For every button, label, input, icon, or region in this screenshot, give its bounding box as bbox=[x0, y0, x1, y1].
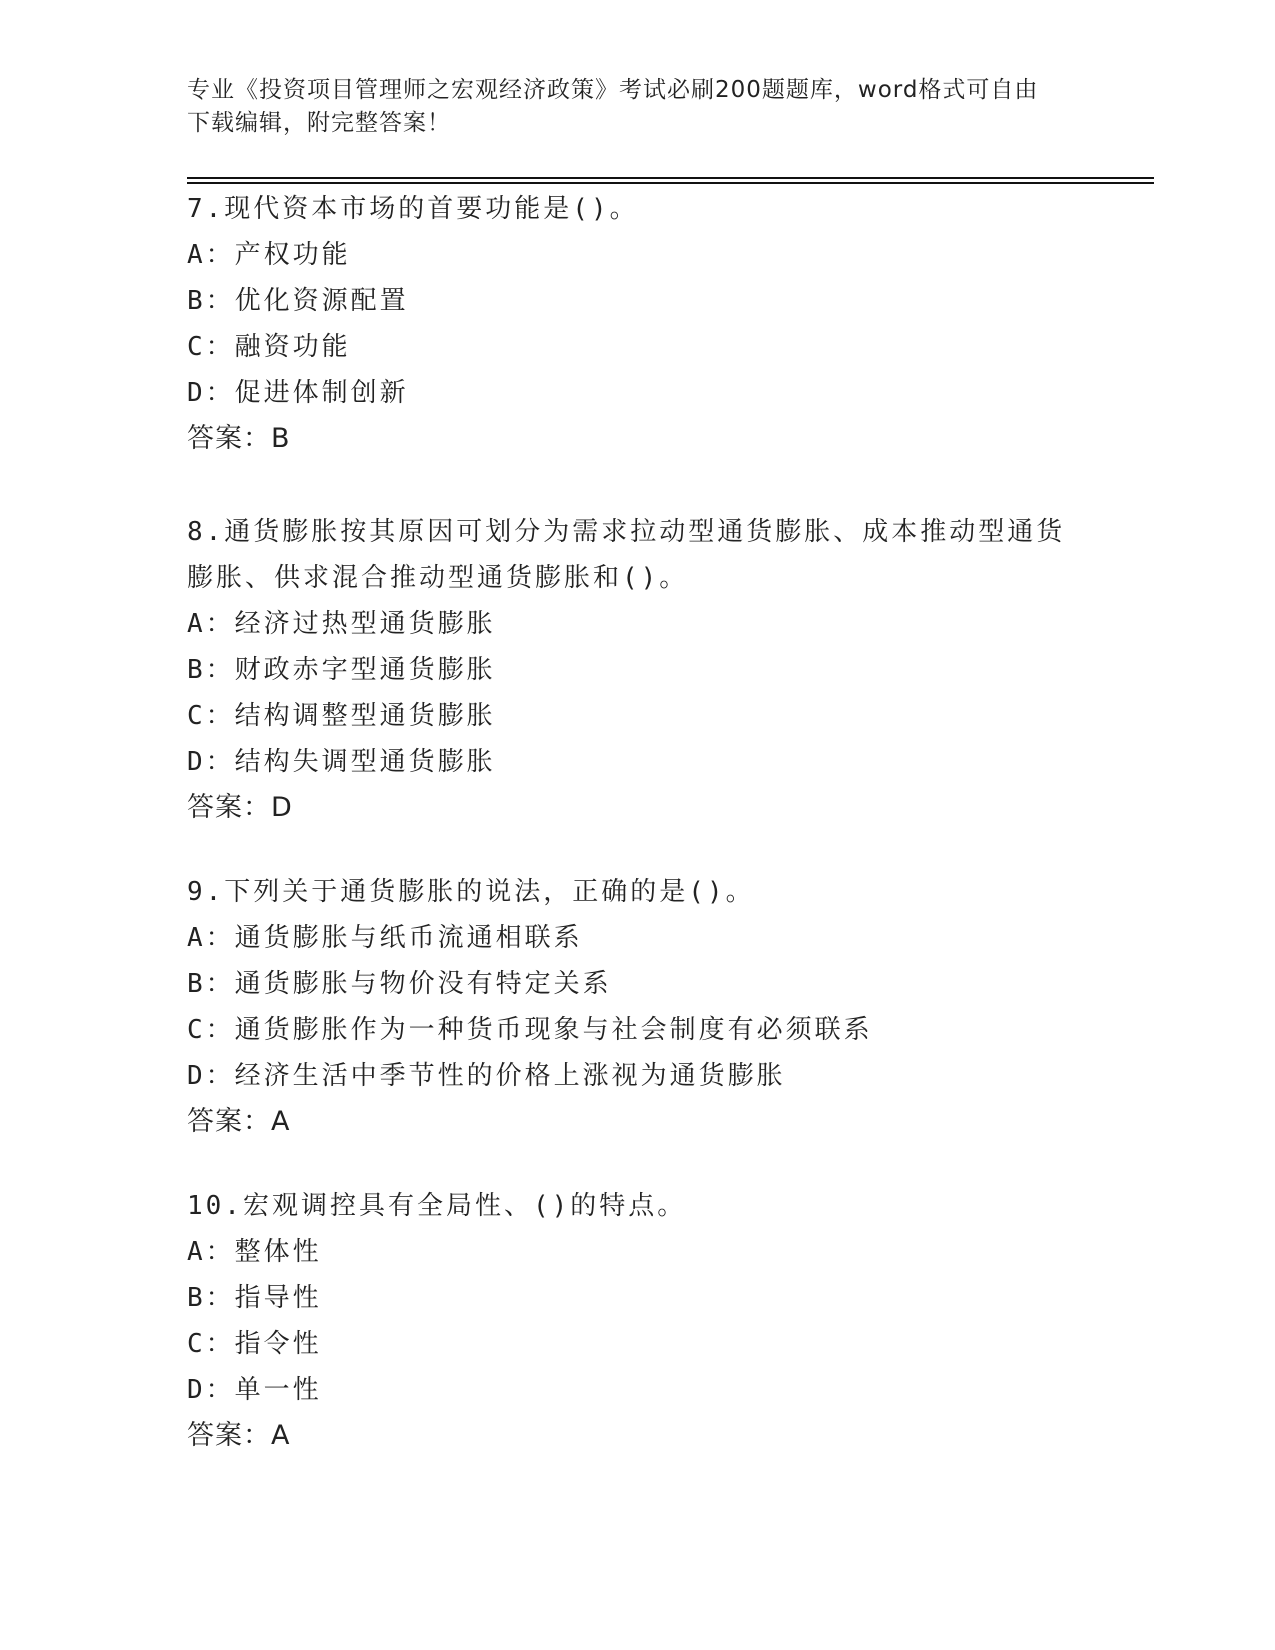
question-stem: 8.通货膨胀按其原因可划分为需求拉动型通货膨胀、成本推动型通货 bbox=[187, 517, 1066, 547]
question-block bbox=[187, 186, 1087, 462]
option-a: A：产权功能 bbox=[187, 240, 351, 270]
question-block bbox=[187, 869, 1087, 1145]
question-stem: 7.现代资本市场的首要功能是()。 bbox=[187, 194, 639, 224]
question-stem: 9.下列关于通货膨胀的说法，正确的是()。 bbox=[187, 877, 755, 907]
option-d: D：结构失调型通货膨胀 bbox=[187, 747, 496, 777]
answer-line: 答案：A bbox=[187, 1106, 291, 1137]
option-c: C：通货膨胀作为一种货币现象与社会制度有必须联系 bbox=[187, 1015, 873, 1045]
option-a: A：整体性 bbox=[187, 1237, 322, 1267]
header-line-2: 下载编辑，附完整答案！ bbox=[187, 110, 451, 136]
document-header bbox=[187, 74, 1087, 140]
option-c: C：结构调整型通货膨胀 bbox=[187, 701, 496, 731]
option-b: B：指导性 bbox=[187, 1283, 322, 1313]
option-d: D：促进体制创新 bbox=[187, 378, 409, 408]
option-a: A：通货膨胀与纸币流通相联系 bbox=[187, 923, 583, 953]
answer-line: 答案：D bbox=[187, 792, 293, 823]
question-stem-continued: 膨胀、供求混合推动型通货膨胀和()。 bbox=[187, 563, 689, 593]
option-b: B：优化资源配置 bbox=[187, 286, 409, 316]
option-d: D：经济生活中季节性的价格上涨视为通货膨胀 bbox=[187, 1061, 786, 1091]
option-b: B：通货膨胀与物价没有特定关系 bbox=[187, 969, 612, 999]
header-divider-top bbox=[187, 177, 1154, 179]
option-c: C：指令性 bbox=[187, 1329, 322, 1359]
header-line-1: 专业《投资项目管理师之宏观经济政策》考试必刷200题题库，word格式可自由 bbox=[187, 77, 1039, 103]
header-divider-bottom bbox=[187, 182, 1154, 184]
question-stem: 10.宏观调控具有全局性、()的特点。 bbox=[187, 1191, 687, 1221]
option-a: A：经济过热型通货膨胀 bbox=[187, 609, 496, 639]
answer-line: 答案：B bbox=[187, 423, 291, 454]
question-block bbox=[187, 1183, 1087, 1459]
question-block bbox=[187, 509, 1087, 831]
answer-line: 答案：A bbox=[187, 1420, 291, 1451]
option-b: B：财政赤字型通货膨胀 bbox=[187, 655, 496, 685]
option-c: C：融资功能 bbox=[187, 332, 351, 362]
option-d: D：单一性 bbox=[187, 1375, 322, 1405]
